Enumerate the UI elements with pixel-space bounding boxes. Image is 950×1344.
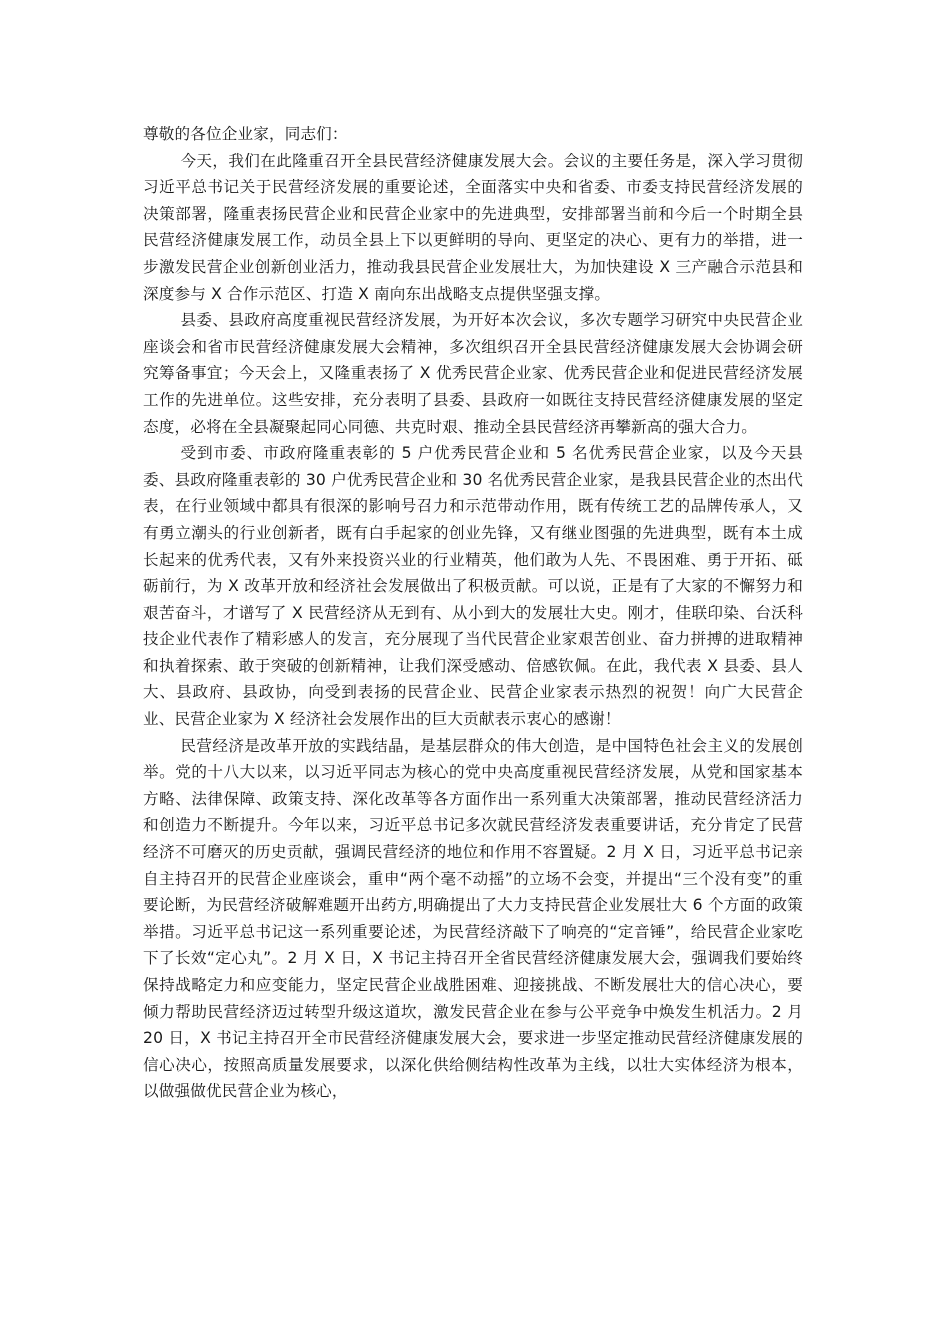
- salutation: 尊敬的各位企业家，同志们：: [143, 125, 348, 143]
- paragraph-county-efforts: 县委、县政府高度重视民营经济发展，为开好本次会议，多次专题学习研究中央民营企业座谈会和省市民营经济健康发展大会精神，多次组织召开全县民营经济健康发展大会协调会研究筹备事宜；今天会上，又隆重表扬了 X 优秀民营企业家、优秀民营企业和促进民营经济发展工作的先进单位。这些安排，充分表明了县委、县政府一如既往支持民营经济健康发展的坚定态度，必将在全县凝聚起同心同德、共克时艰、推动全县民营经济再攀新高的强大合力。: [143, 311, 803, 436]
- document-page: [143, 121, 803, 1105]
- paragraph-private-economy: 民营经济是改革开放的实践结晶，是基层群众的伟大创造，是中国特色社会主义的发展创举。党的十八大以来，以习近平同志为核心的党中央高度重视民营经济发展，从党和国家基本方略、法律保障、政策支持、深化改革等各方面作出一系列重大决策部署，推动民营经济活力和创造力不断提升。今年以来，习近平总书记多次就民营经济发表重要讲话，充分肯定了民营经济不可磨灭的历史贡献，强调民营经济的地位和作用不容置疑。2 月 X 日，习近平总书记亲自主持召开的民营企业座谈会，重申“两个毫不动摇”的立场不会变，并提出“三个没有变”的重要论断，为民营经济破解难题开出药方,明确提出了大力支持民营企业发展壮大 6 个方面的政策举措。习近平总书记这一系列重要论述，为民营经济敲下了响亮的“定音锤”，给民营企业家吃下了长效“定心丸”。2 月 X 日，X 书记主持召开全省民营经济健康发展大会，强调我们要始终保持战略定力和应变能力，坚定民营企业战胜困难、迎接挑战、不断发展壮大的信心决心，要倾力帮助民营经济迈过转型升级这道坎，激发民营企业在参与公平竞争中焕发生机活力。2 月 20 日，X 书记主持召开全市民营经济健康发展大会，要求进一步坚定推动民营经济健康发展的信心决心，按照高质量发展要求，以深化供给侧结构性改革为主线，以壮大实体经济为根本，以做强做优民营企业为核心，: [143, 736, 803, 1101]
- paragraph-opening: 今天，我们在此隆重召开全县民营经济健康发展大会。会议的主要任务是，深入学习贯彻习近平总书记关于民营经济发展的重要论述，全面落实中央和省委、市委支持民营经济发展的决策部署，隆重表扬民营企业和民营企业家中的先进典型，安排部署当前和今后一个时期全县民营经济健康发展工作，动员全县上下以更鲜明的导向、更坚定的决心、更有力的举措，进一步激发民营企业创新创业活力，推动我县民营企业发展壮大，为加快建设 X 三产融合示范县和深度参与 X 合作示范区、打造 X 南向东出战略支点提供坚强支撑。: [143, 151, 803, 303]
- paragraph-commendation: 受到市委、市政府隆重表彰的 5 户优秀民营企业和 5 名优秀民营企业家，以及今天县委、县政府隆重表彰的 30 户优秀民营企业和 30 名优秀民营企业家，是我县民营企业的杰出代表，在行业领域中都具有很深的影响号召力和示范带动作用，既有传统工艺的品牌传承人，又有勇立潮头的行业创新者，既有白手起家的创业先锋，又有继业图强的先进典型，既有本土成长起来的优秀代表，又有外来投资兴业的行业精英，他们敢为人先、不畏困难、勇于开拓、砥砺前行，为 X 改革开放和经济社会发展做出了积极贡献。可以说，正是有了大家的不懈努力和艰苦奋斗，才谱写了 X 民营经济从无到有、从小到大的发展壮大史。刚才，佳联印染、台沃科技企业代表作了精彩感人的发言，充分展现了当代民营企业家艰苦创业、奋力拼搏的进取精神和执着探索、敢于突破的创新精神，让我们深受感动、倍感钦佩。在此，我代表 X 县委、县人大、县政府、县政协，向受到表扬的民营企业、民营企业家表示热烈的祝贺！向广大民营企业、民营企业家为 X 经济社会发展作出的巨大贡献表示衷心的感谢！: [143, 444, 803, 729]
